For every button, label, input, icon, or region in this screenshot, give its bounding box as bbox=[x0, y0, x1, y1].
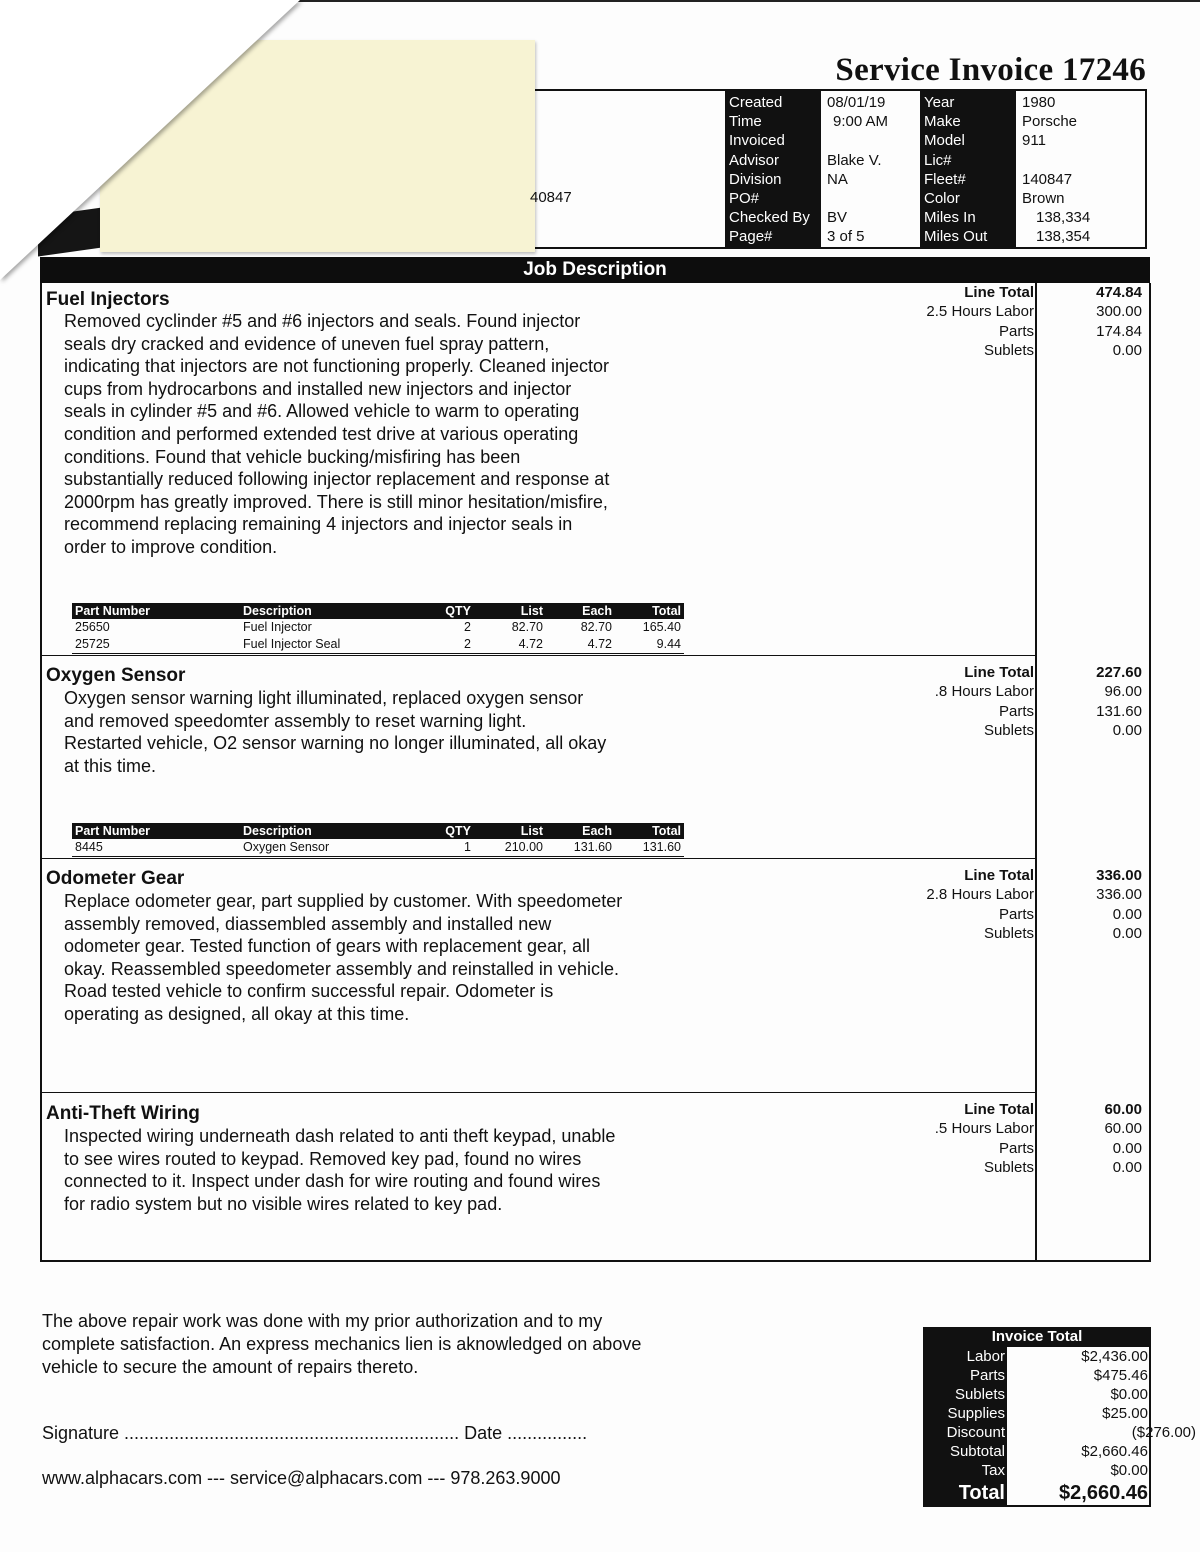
col-each: Each bbox=[546, 823, 615, 839]
labor-value: 96.00 bbox=[1104, 683, 1142, 701]
labor-hours-label: .5 Hours Labor bbox=[934, 1120, 1034, 1138]
parts-value: 0.00 bbox=[1112, 1139, 1142, 1157]
parts-value: 174.84 bbox=[1096, 322, 1142, 340]
line-total-value: 60.00 bbox=[1104, 1101, 1142, 1118]
meta-label: Miles Out bbox=[924, 228, 988, 246]
job-totals-labels bbox=[935, 1100, 1034, 1178]
meta-value: BV bbox=[827, 209, 848, 227]
contact-info: www.alphacars.com --- service@alphacars.com --- 978.263.9000 bbox=[42, 1468, 561, 1488]
sublets-label: Sublets bbox=[954, 1386, 1005, 1403]
job-totals-values bbox=[1042, 283, 1142, 361]
parts-label: Parts bbox=[998, 905, 1034, 923]
sublets-label: Sublets bbox=[983, 1159, 1034, 1177]
job-divider bbox=[42, 655, 1035, 656]
line-total-label: Line Total bbox=[964, 664, 1034, 681]
job-title: Fuel Injectors bbox=[46, 289, 170, 310]
grand-total-amount: $2,660.46 bbox=[1059, 1482, 1148, 1504]
col-each: Each bbox=[546, 603, 615, 619]
labor-value: 300.00 bbox=[1096, 303, 1142, 321]
part-each: 4.72 bbox=[546, 636, 615, 654]
signature-date-line: Signature ................................................................... Date ................ bbox=[42, 1423, 588, 1443]
labor-amount: $2,436.00 bbox=[1081, 1348, 1148, 1365]
line-total-value: 474.84 bbox=[1096, 284, 1142, 301]
job-totals-labels bbox=[935, 663, 1034, 741]
parts-table bbox=[72, 603, 684, 654]
parts-label: Parts bbox=[998, 322, 1034, 340]
part-list: 210.00 bbox=[474, 839, 546, 857]
col-qty: QTY bbox=[430, 823, 474, 839]
part-qty: 2 bbox=[430, 636, 474, 654]
parts-amount: $475.46 bbox=[1093, 1367, 1148, 1384]
job-totals-values bbox=[1042, 866, 1142, 944]
sublets-value: 0.00 bbox=[1112, 342, 1142, 360]
job-totals-values bbox=[1042, 1100, 1142, 1178]
invoice-title: Service Invoice 17246 bbox=[835, 52, 1146, 88]
meta-label: Advisor bbox=[729, 151, 780, 169]
subtotal-amount: $2,660.46 bbox=[1081, 1443, 1148, 1460]
line-total-value: 336.00 bbox=[1096, 867, 1142, 884]
part-description: Oxygen Sensor bbox=[240, 839, 430, 857]
part-each: 131.60 bbox=[546, 839, 615, 857]
sublets-value: 0.00 bbox=[1112, 925, 1142, 943]
meta-value: 9:00 AM bbox=[833, 113, 889, 131]
job-totals-labels bbox=[926, 866, 1034, 944]
table-row bbox=[72, 619, 684, 636]
col-part-number: Part Number bbox=[72, 823, 240, 839]
meta-value: 911 bbox=[1022, 132, 1046, 150]
table-row bbox=[72, 839, 684, 857]
labor-label: Labor bbox=[966, 1348, 1005, 1365]
part-total: 9.44 bbox=[615, 636, 684, 654]
meta-value bbox=[827, 131, 915, 150]
discount-label: Discount bbox=[946, 1424, 1005, 1441]
sublets-label: Sublets bbox=[983, 925, 1034, 943]
parts-label: Parts bbox=[969, 1367, 1005, 1384]
authorization-statement: The above repair work was done with my prior authorization and to my complete satisfaction. An express mechanics lien is aknowledged on above vehicle to secure the amount of repairs thereto. bbox=[42, 1311, 642, 1377]
part-number: 25725 bbox=[72, 636, 240, 654]
meta-value: NA bbox=[827, 170, 848, 188]
meta-label: Lic# bbox=[924, 151, 952, 169]
part-number: 8445 bbox=[72, 839, 240, 857]
meta-label: Checked By bbox=[729, 209, 810, 227]
meta-labels-right bbox=[920, 91, 1016, 247]
part-total: 165.40 bbox=[642, 620, 681, 634]
sublets-value: 0.00 bbox=[1112, 1159, 1142, 1177]
part-description: Fuel Injector bbox=[243, 620, 312, 634]
meta-value bbox=[827, 189, 915, 208]
job-divider bbox=[42, 858, 1035, 859]
meta-value: Brown bbox=[1022, 189, 1065, 207]
meta-label: Invoiced bbox=[729, 132, 785, 150]
col-description: Description bbox=[240, 823, 430, 839]
customer-number-fragment: 40847 bbox=[530, 189, 572, 206]
labor-hours-label: 2.5 Hours Labor bbox=[926, 303, 1034, 321]
job-divider bbox=[42, 1092, 1035, 1093]
job-title: Odometer Gear bbox=[46, 868, 185, 889]
labor-value: 336.00 bbox=[1096, 886, 1142, 904]
meta-label: Time bbox=[729, 113, 762, 131]
part-qty: 2 bbox=[464, 620, 471, 634]
parts-value: 0.00 bbox=[1112, 905, 1142, 923]
invoice-total-header: Invoice Total bbox=[923, 1327, 1151, 1347]
meta-label: Page# bbox=[729, 228, 773, 246]
job-description: Inspected wiring underneath dash related to anti theft keypad, unable to see wires routed to keypad. Removed key pad, found no wires connected to it. Inspect under dash for wire routing and found wires for radio system but no visible wires related to key pad. bbox=[64, 1126, 616, 1214]
col-list: List bbox=[474, 603, 546, 619]
supplies-amount: $25.00 bbox=[1102, 1405, 1148, 1422]
sublets-label: Sublets bbox=[983, 342, 1034, 360]
line-total-label: Line Total bbox=[964, 284, 1034, 301]
meta-values-right bbox=[1018, 91, 1128, 249]
sublets-value: 0.00 bbox=[1112, 722, 1142, 740]
job-description: Removed cyclinder #5 and #6 injectors and seals. Found injector seals dry cracked and evidence of uneven fuel spray pattern, indicating that injectors are not functioning properly. Cleaned injector cups from hydrocarbons and installed new injectors and injector seals in cylinder #5 and #6. Allowed vehicle to warm to operating condition and performed extended test drive at various operating conditions. Found that vehicle bucking/misfiring has been substantially reduced following injector replacement and response at 2000rpm has greatly improved. There is still minor hesitation/misfire, recommend replacing remaining 4 injectors and injector seals in order to improve condition. bbox=[64, 311, 610, 557]
labor-hours-label: .8 Hours Labor bbox=[934, 683, 1034, 701]
line-total-value: 227.60 bbox=[1096, 664, 1142, 681]
col-part-number: Part Number bbox=[72, 603, 240, 619]
job-title: Oxygen Sensor bbox=[46, 665, 186, 686]
col-qty: QTY bbox=[430, 603, 474, 619]
meta-label: PO# bbox=[729, 189, 760, 207]
job-totals-values bbox=[1042, 663, 1142, 741]
line-total-label: Line Total bbox=[964, 867, 1034, 884]
part-total: 131.60 bbox=[615, 839, 684, 857]
col-total: Total bbox=[615, 603, 684, 619]
meta-label: Year bbox=[924, 94, 955, 111]
col-description: Description bbox=[240, 603, 430, 619]
labor-value: 60.00 bbox=[1104, 1120, 1142, 1138]
job-description: Replace odometer gear, part supplied by customer. With speedometer assembly removed, diassembled assembly and installed new odometer gear. Tested function of gears with replacement gear, all okay. Reassembled speedometer assembly and reinstalled in vehicle. Road tested vehicle to confirm successful repair. Odometer is operating as designed, all okay at this time. bbox=[64, 891, 623, 1024]
meta-value: 1980 bbox=[1022, 94, 1056, 111]
part-list: 4.72 bbox=[474, 636, 546, 654]
part-number: 25650 bbox=[75, 620, 110, 634]
meta-value: Porsche bbox=[1022, 113, 1078, 131]
meta-labels-left bbox=[725, 91, 821, 247]
labor-hours-label: 2.8 Hours Labor bbox=[926, 886, 1034, 904]
meta-label: Created bbox=[729, 94, 783, 111]
tax-amount: $0.00 bbox=[1110, 1462, 1148, 1479]
parts-table bbox=[72, 823, 684, 857]
parts-value: 131.60 bbox=[1096, 702, 1142, 720]
grand-total-label: Total bbox=[958, 1482, 1005, 1504]
meta-label: Miles In bbox=[924, 209, 976, 227]
meta-value: 08/01/19 bbox=[827, 94, 886, 111]
invoice-total-labels bbox=[925, 1347, 1005, 1506]
table-row bbox=[72, 636, 684, 654]
meta-value: Blake V. bbox=[827, 151, 882, 169]
meta-value: 138,334 bbox=[1036, 209, 1091, 227]
meta-label: Color bbox=[924, 189, 960, 207]
parts-label: Parts bbox=[998, 1139, 1034, 1157]
meta-value bbox=[1022, 151, 1124, 170]
discount-amount: ($276.00) bbox=[1131, 1424, 1196, 1441]
supplies-label: Supplies bbox=[947, 1405, 1005, 1422]
meta-label: Model bbox=[924, 132, 965, 150]
meta-value: 140847 bbox=[1022, 170, 1073, 188]
part-qty: 1 bbox=[430, 839, 474, 857]
meta-label: Division bbox=[729, 170, 782, 188]
col-total: Total bbox=[615, 823, 684, 839]
part-list: 82.70 bbox=[511, 620, 543, 634]
meta-label: Make bbox=[924, 113, 961, 131]
part-each: 82.70 bbox=[580, 620, 612, 634]
part-description: Fuel Injector Seal bbox=[240, 636, 430, 654]
meta-label: Fleet# bbox=[924, 170, 966, 188]
invoice-total-values bbox=[1059, 1347, 1196, 1506]
job-description-banner: Job Description bbox=[40, 257, 1150, 283]
folded-corner bbox=[0, 0, 300, 280]
job-description: Oxygen sensor warning light illuminated, replaced oxygen sensor and removed speedomter assembly to reset warning light. Restarted vehicle, O2 sensor warning no longer illuminated, all okay at this time. bbox=[64, 688, 607, 776]
parts-label: Parts bbox=[998, 702, 1034, 720]
meta-value: 138,354 bbox=[1036, 228, 1091, 246]
top-edge-rule bbox=[280, 0, 1200, 2]
sublets-label: Sublets bbox=[983, 722, 1034, 740]
tax-label: Tax bbox=[981, 1462, 1005, 1479]
meta-value: 3 of 5 bbox=[827, 228, 865, 246]
sublets-amount: $0.00 bbox=[1110, 1386, 1148, 1403]
job-totals-labels bbox=[926, 283, 1034, 361]
line-total-label: Line Total bbox=[964, 1101, 1034, 1118]
job-title: Anti-Theft Wiring bbox=[46, 1103, 200, 1124]
totals-column-divider bbox=[1035, 283, 1037, 1260]
meta-values-left bbox=[823, 91, 919, 249]
col-list: List bbox=[474, 823, 546, 839]
subtotal-label: Subtotal bbox=[949, 1443, 1005, 1460]
